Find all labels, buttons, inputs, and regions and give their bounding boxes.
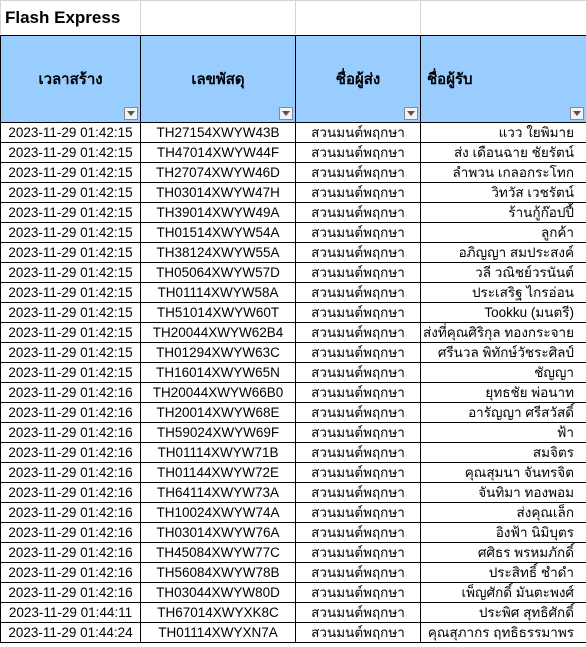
empty-cell[interactable] — [421, 1, 586, 36]
cell-sender-name[interactable]: สวนมนต์พฤกษา — [296, 343, 421, 363]
cell-created-time[interactable]: 2023-11-29 01:42:15 — [1, 223, 141, 243]
cell-recipient-name[interactable]: ชัญญา — [421, 363, 586, 383]
table-row — [1, 543, 586, 563]
table-row — [1, 183, 586, 203]
sheet-title: Flash Express — [5, 8, 121, 27]
header-row — [1, 36, 586, 123]
table-row — [1, 603, 586, 623]
cell-recipient-name[interactable]: อภิญญา สมประสงค์ — [421, 243, 586, 263]
table-row — [1, 383, 586, 403]
header-label: ชื่อผู้ส่ง — [335, 71, 381, 88]
cell-sender-name[interactable]: สวนมนต์พฤกษา — [296, 203, 421, 223]
cell-tracking-number[interactable]: TH56084XWYW78B — [141, 563, 296, 583]
cell-created-time[interactable]: 2023-11-29 01:42:16 — [1, 463, 141, 483]
cell-tracking-number[interactable]: TH51014XWYW60T — [141, 303, 296, 323]
cell-sender-name[interactable]: สวนมนต์พฤกษา — [296, 143, 421, 163]
cell-sender-name[interactable]: สวนมนต์พฤกษา — [296, 463, 421, 483]
cell-tracking-number[interactable]: TH03014XWYW47H — [141, 183, 296, 203]
cell-sender-name[interactable]: สวนมนต์พฤกษา — [296, 543, 421, 563]
cell-tracking-number[interactable]: TH59024XWYW69F — [141, 423, 296, 443]
cell-recipient-name[interactable]: ยุทธชัย พ่อนาท — [421, 383, 586, 403]
cell-tracking-number[interactable]: TH01144XWYW72E — [141, 463, 296, 483]
cell-tracking-number[interactable]: TH27074XWYW46D — [141, 163, 296, 183]
cell-sender-name[interactable]: สวนมนต์พฤกษา — [296, 443, 421, 463]
header-sender-name[interactable] — [296, 36, 421, 123]
cell-created-time[interactable]: 2023-11-29 01:42:16 — [1, 563, 141, 583]
cell-tracking-number[interactable]: TH27154XWYW43B — [141, 123, 296, 143]
cell-sender-name[interactable]: สวนมนต์พฤกษา — [296, 243, 421, 263]
cell-created-time[interactable]: 2023-11-29 01:42:16 — [1, 503, 141, 523]
cell-recipient-name[interactable]: ประพิศ สุทธิศักดิ์ — [421, 603, 586, 623]
cell-recipient-name[interactable]: Tookku (มนตรี) — [421, 303, 586, 323]
cell-recipient-name[interactable]: เพ็ญศักดิ์ มันตะพงศ์ — [421, 583, 586, 603]
cell-recipient-name[interactable]: ส่งที่คุณศิริกุล ทองกระจาย — [421, 323, 586, 343]
cell-created-time[interactable]: 2023-11-29 01:42:15 — [1, 123, 141, 143]
cell-sender-name[interactable]: สวนมนต์พฤกษา — [296, 283, 421, 303]
cell-tracking-number[interactable]: TH20044XWYW66B0 — [141, 383, 296, 403]
table-row — [1, 583, 586, 603]
cell-tracking-number[interactable]: TH01294XWYW63C — [141, 343, 296, 363]
cell-recipient-name[interactable]: ศศิธร พรหมภักดิ์ — [421, 543, 586, 563]
cell-created-time[interactable]: 2023-11-29 01:42:16 — [1, 543, 141, 563]
cell-sender-name[interactable]: สวนมนต์พฤกษา — [296, 163, 421, 183]
cell-sender-name[interactable]: สวนมนต์พฤกษา — [296, 483, 421, 503]
table-row — [1, 503, 586, 523]
table-row — [1, 223, 586, 243]
cell-recipient-name[interactable]: ส่งคุณเล็ก — [421, 503, 586, 523]
cell-recipient-name[interactable]: แวว ใยพิมาย — [421, 123, 586, 143]
table-row — [1, 263, 586, 283]
cell-recipient-name[interactable]: ส่ง เดือนฉาย ชัยรัตน์ — [421, 143, 586, 163]
cell-sender-name[interactable]: สวนมนต์พฤกษา — [296, 503, 421, 523]
cell-sender-name[interactable]: สวนมนต์พฤกษา — [296, 563, 421, 583]
cell-sender-name[interactable]: สวนมนต์พฤกษา — [296, 403, 421, 423]
cell-recipient-name[interactable]: ศรีนวล พิทักษ์วัชระศิลป์ — [421, 343, 586, 363]
cell-recipient-name[interactable]: ประเสริฐ ไกรอ่อน — [421, 283, 586, 303]
cell-created-time[interactable]: 2023-11-29 01:44:24 — [1, 623, 141, 643]
cell-created-time[interactable]: 2023-11-29 01:42:16 — [1, 443, 141, 463]
cell-tracking-number[interactable]: TH38124XWYW55A — [141, 243, 296, 263]
cell-tracking-number[interactable]: TH05064XWYW57D — [141, 263, 296, 283]
table-row — [1, 123, 586, 143]
table-row — [1, 363, 586, 383]
cell-sender-name[interactable]: สวนมนต์พฤกษา — [296, 323, 421, 343]
header-tracking-number[interactable] — [141, 36, 296, 123]
cell-created-time[interactable]: 2023-11-29 01:42:15 — [1, 243, 141, 263]
filter-dropdown-arrow-icon[interactable] — [570, 107, 584, 120]
cell-tracking-number[interactable]: TH47014XWYW44F — [141, 143, 296, 163]
table-row — [1, 143, 586, 163]
cell-tracking-number[interactable]: TH16014XWYW65N — [141, 363, 296, 383]
cell-recipient-name[interactable]: คุณสุภากร ฤทธิธรรมาพร — [421, 623, 586, 643]
cell-created-time[interactable]: 2023-11-29 01:42:16 — [1, 583, 141, 603]
header-label: ชื่อผู้รับ — [427, 71, 473, 88]
cell-sender-name[interactable]: สวนมนต์พฤกษา — [296, 123, 421, 143]
cell-recipient-name[interactable]: อารัญญา ศรีสวัสดิ์ — [421, 403, 586, 423]
table-row — [1, 403, 586, 423]
table-row — [1, 163, 586, 183]
cell-created-time[interactable]: 2023-11-29 01:42:16 — [1, 483, 141, 503]
table-row — [1, 243, 586, 263]
cell-tracking-number[interactable]: TH20044XWYW62B4 — [141, 323, 296, 343]
filter-dropdown-arrow-icon[interactable] — [124, 107, 138, 120]
cell-created-time[interactable]: 2023-11-29 01:42:15 — [1, 143, 141, 163]
table-row — [1, 343, 586, 363]
table-row — [1, 463, 586, 483]
cell-tracking-number[interactable]: TH03044XWYW80D — [141, 583, 296, 603]
cell-tracking-number[interactable]: TH03014XWYW76A — [141, 523, 296, 543]
header-label: เวลาสร้าง — [38, 71, 103, 88]
cell-created-time[interactable]: 2023-11-29 01:42:15 — [1, 163, 141, 183]
cell-created-time[interactable]: 2023-11-29 01:42:15 — [1, 363, 141, 383]
title-row — [1, 1, 586, 36]
empty-cell[interactable] — [296, 1, 421, 36]
table-row — [1, 303, 586, 323]
cell-tracking-number[interactable]: TH01114XWYW71B — [141, 443, 296, 463]
cell-created-time[interactable]: 2023-11-29 01:42:16 — [1, 523, 141, 543]
table-row — [1, 563, 586, 583]
cell-created-time[interactable]: 2023-11-29 01:44:11 — [1, 603, 141, 623]
cell-created-time[interactable]: 2023-11-29 01:42:16 — [1, 423, 141, 443]
cell-created-time[interactable]: 2023-11-29 01:42:15 — [1, 323, 141, 343]
cell-created-time[interactable]: 2023-11-29 01:42:15 — [1, 203, 141, 223]
cell-sender-name[interactable]: สวนมนต์พฤกษา — [296, 623, 421, 643]
cell-created-time[interactable]: 2023-11-29 01:42:16 — [1, 403, 141, 423]
cell-recipient-name[interactable]: ร้านกู้ก๊อปปี้ — [421, 203, 586, 223]
cell-tracking-number[interactable]: TH01114XWYW58A — [141, 283, 296, 303]
cell-tracking-number[interactable]: TH64114XWYW73A — [141, 483, 296, 503]
cell-created-time[interactable]: 2023-11-29 01:42:15 — [1, 183, 141, 203]
filter-dropdown-arrow-icon[interactable] — [279, 107, 293, 120]
cell-sender-name[interactable]: สวนมนต์พฤกษา — [296, 583, 421, 603]
header-label: เลขพัสดุ — [191, 71, 245, 88]
table-row — [1, 283, 586, 303]
empty-cell[interactable] — [141, 1, 296, 36]
cell-recipient-name[interactable]: ลำพวน เกลอกระโทก — [421, 163, 586, 183]
table-row — [1, 443, 586, 463]
cell-sender-name[interactable]: สวนมนต์พฤกษา — [296, 603, 421, 623]
cell-sender-name[interactable]: สวนมนต์พฤกษา — [296, 223, 421, 243]
cell-sender-name[interactable]: สวนมนต์พฤกษา — [296, 523, 421, 543]
filter-dropdown-arrow-icon[interactable] — [404, 107, 418, 120]
cell-created-time[interactable]: 2023-11-29 01:42:15 — [1, 283, 141, 303]
cell-recipient-name[interactable]: คุณสุมนา จันทรจิต — [421, 463, 586, 483]
header-created-time[interactable] — [1, 36, 141, 123]
cell-sender-name[interactable]: สวนมนต์พฤกษา — [296, 183, 421, 203]
cell-tracking-number[interactable]: TH20014XWYW68E — [141, 403, 296, 423]
cell-recipient-name[interactable]: วิทวัส เวชรัตน์ — [421, 183, 586, 203]
cell-tracking-number[interactable]: TH67014XWYXK8C — [141, 603, 296, 623]
title-cell[interactable] — [1, 1, 141, 36]
cell-sender-name[interactable]: สวนมนต์พฤกษา — [296, 363, 421, 383]
cell-created-time[interactable]: 2023-11-29 01:42:15 — [1, 303, 141, 323]
cell-created-time[interactable]: 2023-11-29 01:42:15 — [1, 263, 141, 283]
cell-sender-name[interactable]: สวนมนต์พฤกษา — [296, 263, 421, 283]
cell-recipient-name[interactable]: ประสิทธิ์ ชำดำ — [421, 563, 586, 583]
cell-recipient-name[interactable]: ฟ้า — [421, 423, 586, 443]
cell-sender-name[interactable]: สวนมนต์พฤกษา — [296, 303, 421, 323]
table-row — [1, 623, 586, 643]
cell-tracking-number[interactable]: TH10024XWYW74A — [141, 503, 296, 523]
table-row — [1, 523, 586, 543]
table-row — [1, 323, 586, 343]
cell-created-time[interactable]: 2023-11-29 01:42:16 — [1, 383, 141, 403]
cell-sender-name[interactable]: สวนมนต์พฤกษา — [296, 423, 421, 443]
cell-created-time[interactable]: 2023-11-29 01:42:15 — [1, 343, 141, 363]
cell-recipient-name[interactable]: อิงฟ้า นิมิบุตร — [421, 523, 586, 543]
header-recipient-name[interactable] — [421, 36, 586, 123]
cell-sender-name[interactable]: สวนมนต์พฤกษา — [296, 383, 421, 403]
cell-recipient-name[interactable]: ลูกค้า — [421, 223, 586, 243]
cell-tracking-number[interactable]: TH01114XWYXN7A — [141, 623, 296, 643]
cell-recipient-name[interactable]: วลี วณิชย์วรนันต์ — [421, 263, 586, 283]
table-row — [1, 423, 586, 443]
cell-tracking-number[interactable]: TH45084XWYW77C — [141, 543, 296, 563]
cell-tracking-number[interactable]: TH39014XWYW49A — [141, 203, 296, 223]
cell-tracking-number[interactable]: TH01514XWYW54A — [141, 223, 296, 243]
cell-recipient-name[interactable]: จันทิมา ทองพอม — [421, 483, 586, 503]
table-row — [1, 483, 586, 503]
table-row — [1, 203, 586, 223]
cell-recipient-name[interactable]: สมจิตร — [421, 443, 586, 463]
